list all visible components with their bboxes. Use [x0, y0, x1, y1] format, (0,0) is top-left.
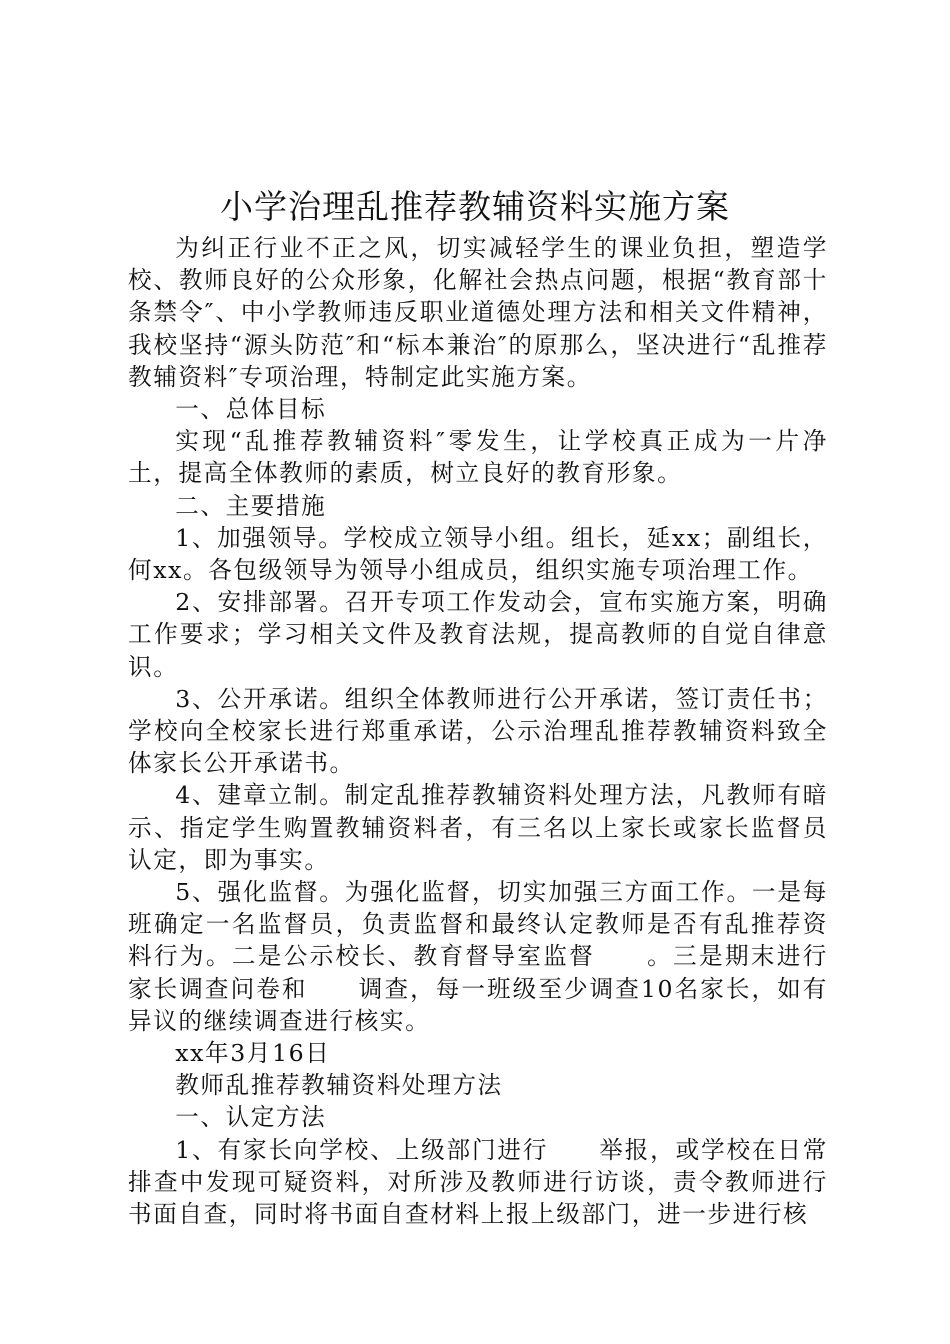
goal-paragraph: 实现“乱推荐教辅资料″零发生，让学校真正成为一片净土，提高全体教师的素质，树立良好的教育形象。 [128, 427, 828, 488]
section-heading-identification: 一、认定方法 [175, 1103, 327, 1132]
section-heading-goal: 一、总体目标 [175, 395, 327, 424]
measure-paragraph-4: 4、建章立制。制定乱推荐教辅资料处理方法，凡教师有暗示、指定学生购置教辅资料者，有三名以上家长或家长监督员认定，即为事实。 [128, 781, 828, 874]
measure-paragraph-2: 2、安排部署。召开专项工作发动会，宣布实施方案，明确工作要求；学习相关文件及教育法规，提高教师的自觉自律意识。 [128, 588, 828, 681]
document-date: xx年3月16日 [175, 1039, 331, 1068]
measure-paragraph-3: 3、公开承诺。组织全体教师进行公开承诺，签订责任书；学校向全校家长进行郑重承诺，公示治理乱推荐教辅资料致全体家长公开承诺书。 [128, 684, 828, 778]
identification-paragraph-1: 1、有家长向学校、上级部门进行 举报，或学校在日常排查中发现可疑资料，对所涉及教师进行访谈，责令教师进行书面自查，同时将书面自查材料上报上级部门，进一步进行核 [128, 1135, 828, 1229]
section-heading-measures: 二、主要措施 [175, 491, 327, 520]
document-title: 小学治理乱推荐教辅资料实施方案 [220, 187, 730, 226]
measure-paragraph-1: 1、加强领导。学校成立领导小组。组长，延xx；副组长，何xx。各包级领导为领导小组成员，组织实施专项治理工作。 [128, 523, 828, 585]
second-document-title: 教师乱推荐教辅资料处理方法 [175, 1071, 503, 1100]
document-body [128, 232, 828, 1230]
intro-paragraph: 为纠正行业不正之风，切实减轻学生的课业负担，塑造学校、教师良好的公众形象，化解社会热点问题，根据“教育部十条禁令″、中小学教师违反职业道德处理方法和相关文件精神，我校坚持“源头防范″和“标本兼治″的原那么，坚决进行“乱推荐教辅资料″专项治理，特制定此实施方案。 [128, 234, 828, 391]
measure-paragraph-5: 5、强化监督。为强化监督，切实加强三方面工作。一是每班确定一名监督员，负责监督和最终认定教师是否有乱推荐资料行为。二是公示校长、教育督导室监督 。三是期末进行家长调查问卷和 调查，每一班级至少调查10名家长，如有异议的继续调查进行核实。 [128, 878, 828, 1035]
